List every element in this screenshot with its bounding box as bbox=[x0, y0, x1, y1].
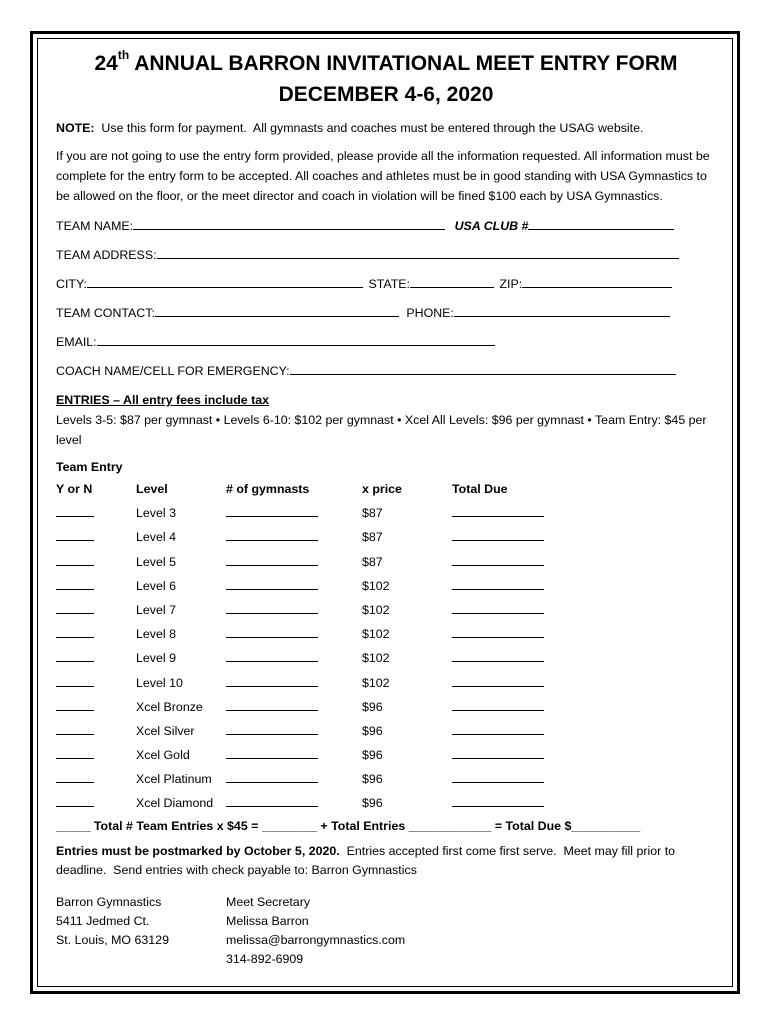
gym-address-line: St. Louis, MO 63129 bbox=[56, 932, 169, 947]
secretary-line: Melissa Barron bbox=[226, 913, 309, 928]
total-due-input[interactable] bbox=[452, 527, 544, 541]
email-row bbox=[56, 331, 716, 351]
y-or-n-input[interactable] bbox=[56, 576, 94, 590]
level-name: Xcel Gold bbox=[136, 748, 190, 763]
y-or-n-input[interactable] bbox=[56, 769, 94, 783]
form-title bbox=[56, 48, 716, 79]
gymnasts-input[interactable] bbox=[226, 673, 318, 687]
gymnasts-input[interactable] bbox=[226, 552, 318, 566]
gymnasts-input[interactable] bbox=[226, 721, 318, 735]
total-due-input[interactable] bbox=[452, 576, 544, 590]
header-gymnasts: # of gymnasts bbox=[226, 482, 310, 496]
team-contact-row bbox=[56, 302, 716, 322]
phone-input[interactable] bbox=[454, 302, 670, 317]
email-label: EMAIL: bbox=[56, 335, 97, 349]
team-entries-count-input[interactable]: _____ bbox=[56, 819, 91, 834]
coach-label: COACH NAME/CELL FOR EMERGENCY: bbox=[56, 364, 290, 378]
entries-table-body bbox=[56, 496, 552, 810]
table-row bbox=[56, 762, 552, 786]
totals-text-1: Total # Team Entries x $45 = bbox=[90, 819, 262, 834]
level-price: $96 bbox=[362, 796, 383, 811]
total-due-input[interactable] bbox=[452, 600, 544, 614]
email-input[interactable] bbox=[97, 331, 495, 346]
total-due-input[interactable] bbox=[452, 697, 544, 711]
totals-line bbox=[56, 816, 716, 836]
y-or-n-input[interactable] bbox=[56, 648, 94, 662]
table-row bbox=[56, 714, 552, 738]
y-or-n-input[interactable] bbox=[56, 745, 94, 759]
level-name: Level 10 bbox=[136, 675, 183, 690]
y-or-n-input[interactable] bbox=[56, 624, 94, 638]
table-row bbox=[56, 617, 552, 641]
level-name: Level 8 bbox=[136, 627, 176, 642]
level-price: $102 bbox=[362, 675, 390, 690]
team-name-input[interactable] bbox=[133, 215, 445, 230]
entries-heading: ENTRIES – All entry fees include tax bbox=[56, 393, 270, 407]
level-price: $96 bbox=[362, 723, 383, 738]
table-row bbox=[56, 569, 552, 593]
note bbox=[56, 118, 716, 138]
gymnasts-input[interactable] bbox=[226, 745, 318, 759]
level-name: Xcel Silver bbox=[136, 723, 195, 738]
zip-label: ZIP: bbox=[499, 277, 523, 291]
gymnasts-input[interactable] bbox=[226, 503, 318, 517]
entries-table bbox=[56, 477, 552, 810]
gymnasts-input[interactable] bbox=[226, 793, 318, 807]
level-price: $102 bbox=[362, 651, 390, 666]
secretary-phone: 314-892-6909 bbox=[226, 951, 304, 966]
address-block bbox=[56, 893, 716, 969]
team-entry-heading: Team Entry bbox=[56, 460, 123, 474]
city-input[interactable] bbox=[87, 273, 363, 288]
table-row bbox=[56, 690, 552, 714]
gymnasts-input[interactable] bbox=[226, 576, 318, 590]
total-due-input[interactable] bbox=[452, 793, 544, 807]
coach-input[interactable] bbox=[290, 360, 676, 375]
level-price: $96 bbox=[362, 748, 383, 763]
header-y-or-n: Y or N bbox=[56, 482, 93, 496]
header-level: Level bbox=[136, 482, 168, 496]
table-header-row bbox=[56, 477, 552, 496]
team-name-label: TEAM NAME: bbox=[56, 219, 134, 233]
header-price: x price bbox=[362, 482, 402, 496]
total-due-input[interactable] bbox=[452, 552, 544, 566]
city-row bbox=[56, 273, 716, 293]
team-address-label: TEAM ADDRESS: bbox=[56, 248, 157, 262]
secretary-email[interactable]: melissa@barrongymnastics.com bbox=[226, 932, 406, 947]
totals-text-2: + Total Entries bbox=[316, 819, 409, 834]
gym-address-line bbox=[56, 950, 226, 969]
level-name: Level 6 bbox=[136, 578, 176, 593]
table-row bbox=[56, 544, 552, 568]
level-name: Level 7 bbox=[136, 602, 176, 617]
level-price: $96 bbox=[362, 772, 383, 787]
level-price: $102 bbox=[362, 578, 390, 593]
team-address-row bbox=[56, 244, 716, 264]
team-contact-label: TEAM CONTACT: bbox=[56, 306, 155, 320]
phone-label: PHONE: bbox=[406, 306, 454, 320]
gymnasts-input[interactable] bbox=[226, 648, 318, 662]
postmark-paragraph bbox=[56, 842, 716, 880]
title-text: ANNUAL BARRON INVITATIONAL MEET ENTRY FORM bbox=[129, 52, 678, 75]
total-due-input[interactable] bbox=[452, 673, 544, 687]
table-row bbox=[56, 641, 552, 665]
level-price: $102 bbox=[362, 602, 390, 617]
gymnasts-input[interactable] bbox=[226, 624, 318, 638]
level-name: Level 3 bbox=[136, 506, 176, 521]
level-name: Xcel Diamond bbox=[136, 796, 214, 811]
secretary-line: Meet Secretary bbox=[226, 894, 311, 909]
entries-fees: Levels 3-5: $87 per gymnast • Levels 6-10: $102 per gymnast • Xcel All Levels: $96 per gymnast • Team Entry: $45 per level bbox=[56, 413, 707, 447]
gymnasts-input[interactable] bbox=[226, 527, 318, 541]
usa-club-label: USA CLUB # bbox=[454, 219, 529, 233]
y-or-n-input[interactable] bbox=[56, 721, 94, 735]
team-entries-total-input[interactable]: ________ bbox=[261, 819, 317, 834]
total-due-input[interactable] bbox=[452, 721, 544, 735]
table-row bbox=[56, 665, 552, 689]
gymnasts-input[interactable] bbox=[226, 697, 318, 711]
gymnasts-input[interactable] bbox=[226, 600, 318, 614]
table-row bbox=[56, 520, 552, 544]
y-or-n-input[interactable] bbox=[56, 527, 94, 541]
team-address-input[interactable] bbox=[157, 244, 679, 259]
level-name: Level 4 bbox=[136, 530, 176, 545]
state-input[interactable] bbox=[410, 273, 494, 288]
level-name: Xcel Platinum bbox=[136, 772, 212, 787]
y-or-n-input[interactable] bbox=[56, 503, 94, 517]
totals-text-3: = Total Due $ bbox=[491, 819, 572, 834]
gym-address-line: 5411 Jedmed Ct. bbox=[56, 913, 150, 928]
total-due-input[interactable] bbox=[452, 503, 544, 517]
title-ordinal: th bbox=[117, 48, 130, 62]
level-price: $87 bbox=[362, 554, 383, 569]
level-name: Level 5 bbox=[136, 554, 176, 569]
team-name-row bbox=[56, 215, 716, 235]
level-price: $96 bbox=[362, 699, 383, 714]
postmark-deadline: Entries must be postmarked by October 5, 2020. bbox=[56, 844, 340, 859]
table-row bbox=[56, 496, 552, 520]
level-name: Level 9 bbox=[136, 651, 176, 666]
total-due-input[interactable]: __________ bbox=[571, 819, 641, 834]
total-due-input[interactable] bbox=[452, 745, 544, 759]
usa-club-input[interactable] bbox=[528, 215, 674, 230]
total-entries-input[interactable]: ____________ bbox=[408, 819, 492, 834]
intro-paragraph: If you are not going to use the entry form provided, please provide all the information requested. All information must be complete for the entry form to be accepted. All coaches and athletes must be in good standing with USA Gymnastics to be allowed on the floor, or the meet director and coach in violation will be fined $100 each by USA Gymnastics. bbox=[56, 149, 710, 203]
form-content bbox=[56, 48, 716, 969]
table-row bbox=[56, 786, 552, 810]
note-label: NOTE: bbox=[56, 121, 95, 135]
note-text: Use this form for payment. All gymnasts and coaches must be entered through the USAG website. bbox=[94, 121, 644, 135]
table-row bbox=[56, 738, 552, 762]
y-or-n-input[interactable] bbox=[56, 552, 94, 566]
gym-address-line: Barron Gymnastics bbox=[56, 894, 162, 909]
y-or-n-input[interactable] bbox=[56, 673, 94, 687]
y-or-n-input[interactable] bbox=[56, 793, 94, 807]
level-price: $87 bbox=[362, 506, 383, 521]
coach-row bbox=[56, 360, 716, 380]
city-label: CITY: bbox=[56, 277, 87, 291]
y-or-n-input[interactable] bbox=[56, 697, 94, 711]
table-row bbox=[56, 593, 552, 617]
team-contact-input[interactable] bbox=[155, 302, 399, 317]
state-label: STATE: bbox=[368, 277, 410, 291]
header-total-due: Total Due bbox=[452, 482, 508, 496]
level-price: $102 bbox=[362, 627, 390, 642]
y-or-n-input[interactable] bbox=[56, 600, 94, 614]
zip-input[interactable] bbox=[522, 273, 672, 288]
level-price: $87 bbox=[362, 530, 383, 545]
level-name: Xcel Bronze bbox=[136, 699, 203, 714]
form-date: DECEMBER 4-6, 2020 bbox=[278, 83, 494, 106]
total-due-input[interactable] bbox=[452, 648, 544, 662]
title-number: 24 bbox=[94, 52, 118, 75]
total-due-input[interactable] bbox=[452, 769, 544, 783]
total-due-input[interactable] bbox=[452, 624, 544, 638]
gymnasts-input[interactable] bbox=[226, 769, 318, 783]
postmark-text: Entries accepted first come first serve. Meet may fill prior to deadline. Send entries with check payable to: Barron Gymnastics bbox=[56, 844, 679, 878]
